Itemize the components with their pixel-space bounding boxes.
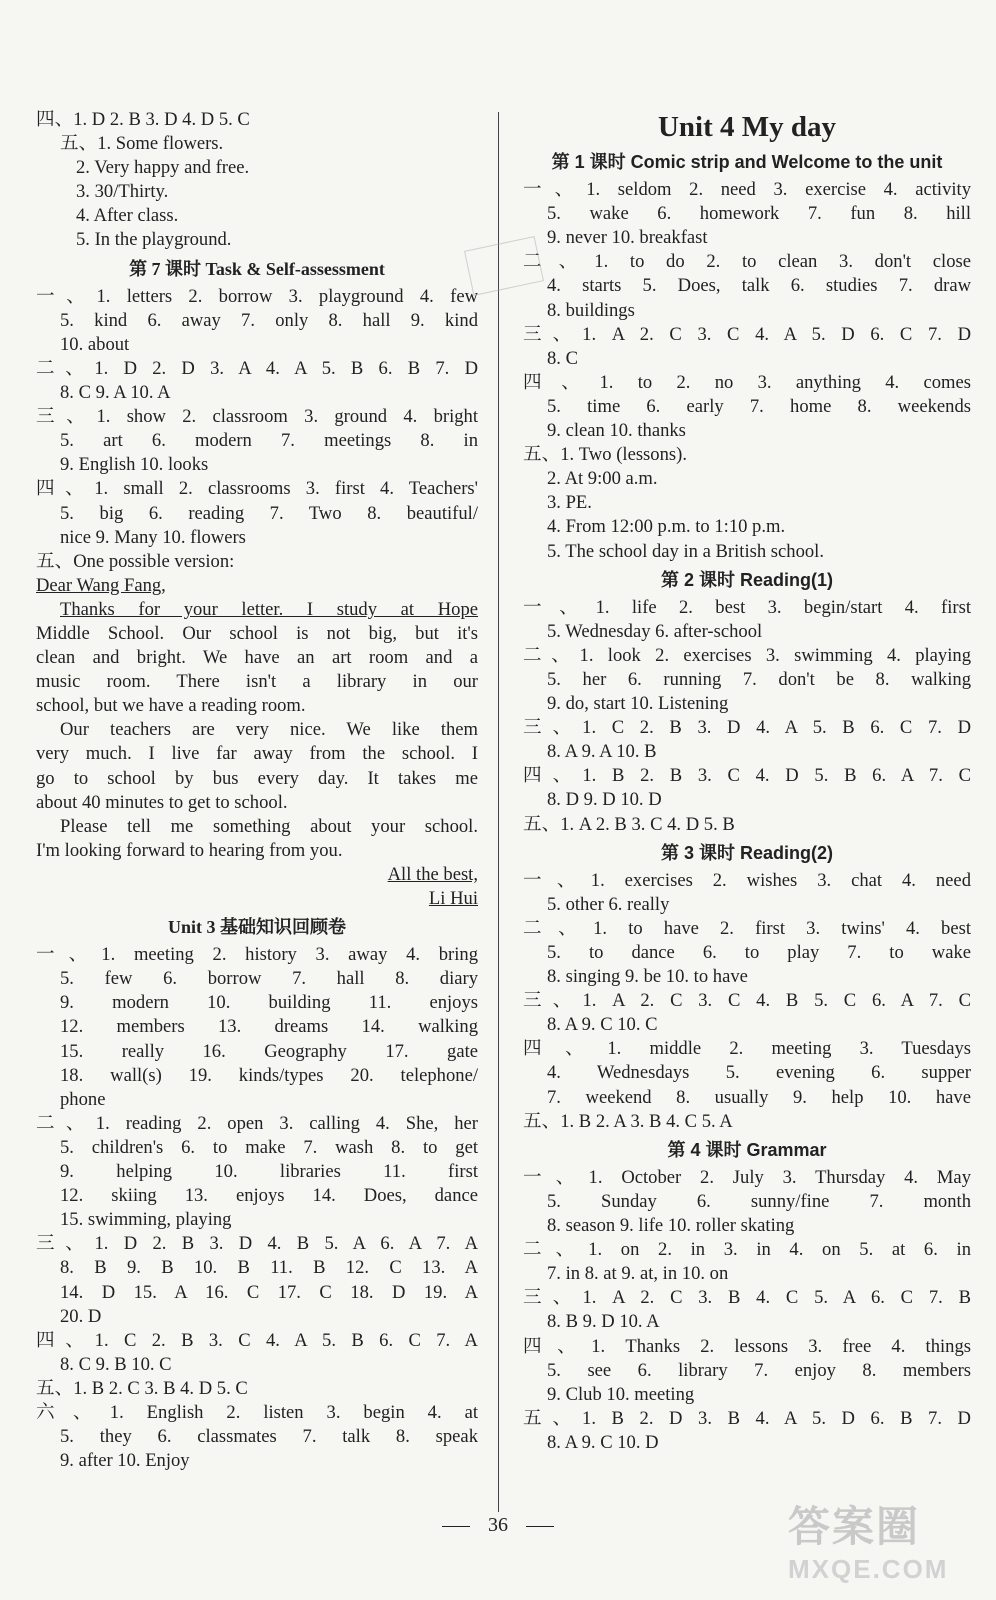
answer-line: 8. singing 9. be 10. to have xyxy=(547,966,748,988)
answer-line: very much. I live far away from the school. I xyxy=(36,743,478,765)
answer-line: 4. After class. xyxy=(76,205,179,227)
answer-line: 二、1. reading 2. open 3. calling 4. She, her xyxy=(36,1112,478,1134)
answer-line: 5. Wednesday 6. after-school xyxy=(547,620,763,642)
answer-line: 5. kind 6. away 7. only 8. hall 9. kind xyxy=(60,309,478,331)
answer-line: 五、1. Two (lessons). xyxy=(523,444,687,466)
watermark xyxy=(788,1494,978,1584)
answer-line: 四、1. middle 2. meeting 3. Tuesdays xyxy=(523,1038,971,1060)
answer-line: 5. to dance 6. to play 7. to wake xyxy=(547,942,971,963)
answer-line: 四、1. to 2. no 3. anything 4. comes xyxy=(523,371,971,393)
answer-line: 5. see 6. library 7. enjoy 8. members xyxy=(547,1359,971,1381)
answer-line: Dear Wang Fang, xyxy=(36,574,166,596)
answer-line: Our teachers are very nice. We like them xyxy=(60,719,478,741)
answer-line: 5. The school day in a British school. xyxy=(547,540,824,562)
answer-line: 五、1. A 2. B 3. C 4. D 5. B xyxy=(523,813,735,835)
page-number: 36 xyxy=(488,1514,508,1536)
answer-line: 4. starts 5. Does, talk 6. studies 7. draw xyxy=(547,275,971,297)
answer-line: I'm looking forward to hearing from you. xyxy=(36,839,343,861)
answer-line: 三、1. A 2. C 3. C 4. B 5. C 6. A 7. C xyxy=(523,990,971,1012)
answer-line: 二、1. to have 2. first 3. twins' 4. best xyxy=(523,917,971,939)
answer-line: Li Hui xyxy=(428,888,478,909)
answer-line: 8. A 9. C 10. C xyxy=(547,1014,658,1036)
answer-line: go to school by bus every day. It takes me xyxy=(36,767,478,789)
answer-line: 3. PE. xyxy=(547,492,592,514)
answer-line: 4. From 12:00 p.m. to 1:10 p.m. xyxy=(547,516,786,538)
unit-title: Unit 4 My day xyxy=(657,111,837,143)
answer-line: nice 9. Many 10. flowers xyxy=(60,526,246,548)
section-heading: 第 7 课时 Task & Self-assessment xyxy=(129,258,385,279)
section-heading: 第 3 课时 Reading(2) xyxy=(660,842,834,863)
column-divider xyxy=(498,112,499,1512)
answer-line: 9. modern 10. building 11. enjoys xyxy=(60,992,478,1014)
watermark-url: MXQE.COM xyxy=(788,1554,949,1584)
answer-line: Please tell me something about your school. xyxy=(60,815,478,837)
answer-line: 三、1. A 2. C 3. B 4. C 5. A 6. C 7. B xyxy=(523,1287,971,1309)
answer-line: 8. B 9. B 10. B 11. B 12. C 13. A xyxy=(60,1257,478,1279)
answer-line: 五、1. B 2. C 3. B 4. D 5. C xyxy=(36,1377,248,1399)
answer-line: 一、1. October 2. July 3. Thursday 4. May xyxy=(523,1166,971,1188)
answer-line: 3. 30/Thirty. xyxy=(76,181,169,203)
answer-line: 8. C xyxy=(547,347,578,369)
answer-line: 一、1. life 2. best 3. begin/start 4. first xyxy=(523,596,971,618)
answer-line: All the best, xyxy=(387,863,478,885)
answer-line: 5. children's 6. to make 7. wash 8. to get xyxy=(60,1136,478,1158)
answer-line: 四、1. D 2. B 3. D 4. D 5. C xyxy=(36,109,250,130)
answer-line: 五、1. Some flowers. xyxy=(60,133,224,155)
answer-line: 5. they 6. classmates 7. talk 8. speak xyxy=(60,1426,478,1448)
answer-line: music room. There isn't a library in our xyxy=(36,671,478,693)
answer-line: 12. members 13. dreams 14. walking xyxy=(60,1016,478,1038)
answer-line: phone xyxy=(60,1088,106,1110)
answer-line: 五、1. B 2. D 3. B 4. A 5. D 6. B 7. D xyxy=(523,1407,971,1429)
answer-line: 一、1. letters 2. borrow 3. playground 4. few xyxy=(36,285,478,307)
answer-line: 五、1. B 2. A 3. B 4. C 5. A xyxy=(523,1110,733,1132)
answer-line: clean and bright. We have an art room and a xyxy=(36,647,478,669)
answer-line: school, but we have a reading room. xyxy=(36,695,306,717)
right-answers xyxy=(523,150,971,1455)
answer-line: 8. C 9. A 10. A xyxy=(60,382,171,404)
answer-line: 二、1. on 2. in 3. in 4. on 5. at 6. in xyxy=(523,1239,971,1261)
section-heading: 第 2 课时 Reading(1) xyxy=(660,569,834,590)
answer-line: 5. wake 6. homework 7. fun 8. hill xyxy=(547,203,971,225)
answer-line: 10. about xyxy=(60,333,130,355)
right-column xyxy=(523,108,971,1455)
footer-dash-right xyxy=(526,1526,554,1527)
answer-line: 20. D xyxy=(60,1305,102,1327)
answer-line: 8. A 9. C 10. D xyxy=(547,1431,659,1453)
answer-line: 9. Club 10. meeting xyxy=(547,1383,695,1405)
answer-line: 2. Very happy and free. xyxy=(76,157,250,179)
left-column xyxy=(36,108,478,1473)
answer-line: 5. time 6. early 7. home 8. weekends xyxy=(547,395,971,417)
answer-line: 7. weekend 8. usually 9. help 10. have xyxy=(547,1086,971,1108)
answer-line: 8. A 9. A 10. B xyxy=(547,741,657,763)
section-heading: Unit 3 基础知识回顾卷 xyxy=(167,917,346,938)
answer-line: 5. her 6. running 7. don't be 8. walking xyxy=(547,668,971,690)
footer-dash-left xyxy=(442,1526,470,1527)
answer-line: 一、1. exercises 2. wishes 3. chat 4. need xyxy=(523,869,971,891)
answer-line: 5. art 6. modern 7. meetings 8. in xyxy=(60,430,478,452)
answer-line: 9. after 10. Enjoy xyxy=(60,1450,190,1472)
answer-line: 8. C 9. B 10. C xyxy=(60,1353,172,1375)
answer-line: 二、1. look 2. exercises 3. swimming 4. playing xyxy=(523,644,971,666)
answer-line: 4. Wednesdays 5. evening 6. supper xyxy=(547,1062,971,1084)
answer-line: 三、1. show 2. classroom 3. ground 4. bright xyxy=(36,406,478,428)
answer-line: 5. In the playground. xyxy=(76,229,232,251)
answer-line: 9. never 10. breakfast xyxy=(547,227,708,249)
answer-line: 5. few 6. borrow 7. hall 8. diary xyxy=(60,968,478,990)
answer-line: 四、1. B 2. B 3. C 4. D 5. B 6. A 7. C xyxy=(523,765,971,787)
answer-line: 8. B 9. D 10. A xyxy=(547,1311,660,1333)
answer-line: 二、1. D 2. D 3. A 4. A 5. B 6. B 7. D xyxy=(36,357,478,379)
answer-line: 五、One possible version: xyxy=(36,550,235,572)
answer-line: 8. D 9. D 10. D xyxy=(547,789,662,811)
answer-line: 一、1. meeting 2. history 3. away 4. bring xyxy=(36,944,478,966)
answer-line: Thanks for your letter. I study at Hope xyxy=(60,598,478,620)
answer-line: 18. wall(s) 19. kinds/types 20. telephone/ xyxy=(60,1064,478,1086)
watermark-logo: 答案圈 xyxy=(788,1503,921,1550)
answer-line: 9. helping 10. libraries 11. first xyxy=(60,1161,478,1183)
answer-line: 7. in 8. at 9. at, in 10. on xyxy=(547,1263,729,1285)
answer-line: 四、1. C 2. B 3. C 4. A 5. B 6. C 7. A xyxy=(36,1329,478,1351)
answer-line: 5. big 6. reading 7. Two 8. beautiful/ xyxy=(60,502,478,524)
answer-line: 14. D 15. A 16. C 17. C 18. D 19. A xyxy=(60,1281,478,1303)
answer-line: 9. clean 10. thanks xyxy=(547,420,686,442)
answer-line: 三、1. C 2. B 3. D 4. A 5. B 6. C 7. D xyxy=(523,717,971,739)
answer-line: 2. At 9:00 a.m. xyxy=(547,468,658,490)
answer-line: 12. skiing 13. enjoys 14. Does, dance xyxy=(60,1185,478,1207)
answer-line: 四、1. small 2. classrooms 3. first 4. Teachers' xyxy=(36,478,478,500)
answer-line: 一、1. seldom 2. need 3. exercise 4. activity xyxy=(523,179,971,201)
answer-line: Middle School. Our school is not big, but it's xyxy=(36,622,478,644)
answer-line: 8. buildings xyxy=(547,299,635,321)
answer-line: 六、1. English 2. listen 3. begin 4. at xyxy=(36,1401,478,1423)
answer-line: 三、1. D 2. B 3. D 4. B 5. A 6. A 7. A xyxy=(36,1233,478,1255)
answer-line: 15. really 16. Geography 17. gate xyxy=(60,1040,478,1062)
answer-line: 二、1. to do 2. to clean 3. don't close xyxy=(523,251,971,273)
answer-line: 9. English 10. looks xyxy=(60,454,209,476)
answer-line: 三、1. A 2. C 3. C 4. A 5. D 6. C 7. D xyxy=(523,323,971,345)
answer-line: 5. Sunday 6. sunny/fine 7. month xyxy=(547,1190,971,1212)
answer-line: 15. swimming, playing xyxy=(60,1209,232,1231)
answer-line: 9. do, start 10. Listening xyxy=(547,693,729,715)
answer-line: 8. season 9. life 10. roller skating xyxy=(547,1215,795,1237)
section-heading: 第 1 课时 Comic strip and Welcome to the unit xyxy=(551,152,943,172)
answer-line: about 40 minutes to get to school. xyxy=(36,791,288,813)
section-heading: 第 4 课时 Grammar xyxy=(667,1139,827,1160)
answer-line: 5. other 6. really xyxy=(547,893,670,915)
answer-line: 四、1. Thanks 2. lessons 3. free 4. things xyxy=(523,1335,971,1357)
